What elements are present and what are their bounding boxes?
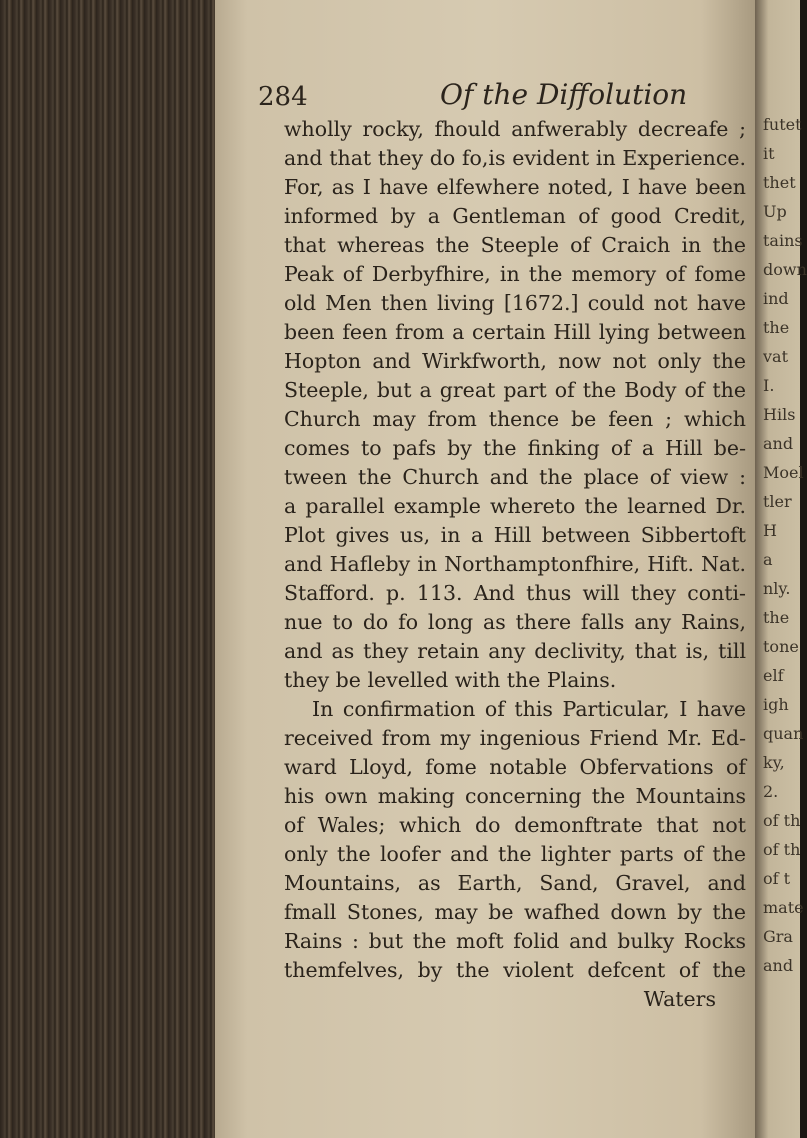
facing-page-fragment: elf xyxy=(763,666,784,685)
facing-page-fragment: futet xyxy=(763,115,802,134)
text-line: that whereas the Steeple of Craich in the xyxy=(284,233,746,257)
text-line: informed by a Gentleman of good Credit, xyxy=(284,204,746,228)
text-line: In confirmation of this Particular, I have xyxy=(312,697,746,721)
text-line: Rains : but the moft folid and bulky Rocks xyxy=(284,929,746,953)
text-line: Hopton and Wirkfworth, now not only the xyxy=(284,349,746,373)
facing-page-edge xyxy=(755,0,807,1138)
book-edge-shadow xyxy=(0,0,215,1138)
page-number: 284 xyxy=(258,82,308,112)
facing-page-fragment: I. xyxy=(763,376,775,395)
text-line: his own making concerning the Mountains xyxy=(284,784,746,808)
text-line: Mountains, as Earth, Sand, Gravel, and xyxy=(284,871,746,895)
facing-page-fragment: Moel xyxy=(763,463,804,482)
page-body-text xyxy=(284,115,746,1014)
facing-page-fragment: nly. xyxy=(763,579,791,598)
text-line: nue to do fo long as there falls any Rains, xyxy=(284,610,746,634)
text-line: wholly rocky, fhould anfwerably decreafe ; xyxy=(284,117,746,141)
text-line: Steeple, but a great part of the Body of the xyxy=(284,378,746,402)
facing-page-fragment: and xyxy=(763,434,794,453)
catchword: Waters xyxy=(643,987,716,1011)
text-line: received from my ingenious Friend Mr. Ed- xyxy=(284,726,746,750)
facing-page-fragment: tains xyxy=(763,231,803,250)
text-line: For, as I have elfewhere noted, I have been xyxy=(284,175,746,199)
text-line: themfelves, by the violent defcent of the xyxy=(284,958,746,982)
facing-page-fragment: it xyxy=(763,144,775,163)
text-line: been feen from a certain Hill lying between xyxy=(284,320,746,344)
facing-page-fragment: vat xyxy=(763,347,789,366)
text-line: fmall Stones, may be wafhed down by the xyxy=(284,900,746,924)
facing-page-fragment: quan xyxy=(763,724,804,743)
text-line: a parallel example whereto the learned Dr. xyxy=(284,494,746,518)
text-line: ward Lloyd, fome notable Obfervations of xyxy=(284,755,746,779)
text-line: and as they retain any declivity, that is, till xyxy=(284,639,746,663)
facing-page-fragment: of th xyxy=(763,840,801,859)
facing-page-fragment: down xyxy=(763,260,807,279)
facing-page-fragment: the xyxy=(763,608,790,627)
facing-page-fragment: Gra xyxy=(763,927,793,946)
text-line: and that they do fo,is evident in Experience. xyxy=(284,146,746,170)
text-line: comes to pafs by the finking of a Hill be- xyxy=(284,436,746,460)
text-line: only the loofer and the lighter parts of the xyxy=(284,842,746,866)
facing-page-fragment: mate xyxy=(763,898,804,917)
facing-page-fragment: Hils xyxy=(763,405,796,424)
text-line: of Wales; which do demonftrate that not xyxy=(284,813,746,837)
facing-page-fragment: igh xyxy=(763,695,789,714)
facing-page-fragment: the xyxy=(763,318,790,337)
facing-page-fragment: ind xyxy=(763,289,789,308)
facing-page-fragment: and xyxy=(763,956,794,975)
text-line: Church may from thence be feen ; which xyxy=(284,407,746,431)
text-line: and Hafleby in Northamptonfhire, Hift. Nat. xyxy=(284,552,746,576)
facing-page-fragment: H xyxy=(763,521,777,540)
text-line: they be levelled with the Plains. xyxy=(284,668,617,692)
facing-page-fragment: thet xyxy=(763,173,796,192)
text-line: Stafford. p. 113. And thus will they conti- xyxy=(284,581,746,605)
facing-page-fragment: tone xyxy=(763,637,799,656)
facing-page-fragment: Up xyxy=(763,202,787,221)
facing-page-fragment: ky, xyxy=(763,753,785,772)
text-line: Peak of Derbyfhire, in the memory of fome xyxy=(284,262,746,286)
text-line: old Men then living [1672.] could not have xyxy=(284,291,746,315)
facing-page-fragment: a xyxy=(763,550,773,569)
facing-page-fragment: tler xyxy=(763,492,792,511)
facing-page-fragment: 2. xyxy=(763,782,779,801)
facing-page-fragment: of t xyxy=(763,869,791,888)
running-head: Of the Diffolution xyxy=(440,78,688,111)
facing-page-fragment: of th xyxy=(763,811,801,830)
text-line: tween the Church and the place of view : xyxy=(284,465,746,489)
text-line: Plot gives us, in a Hill between Sibbertoft xyxy=(284,523,746,547)
